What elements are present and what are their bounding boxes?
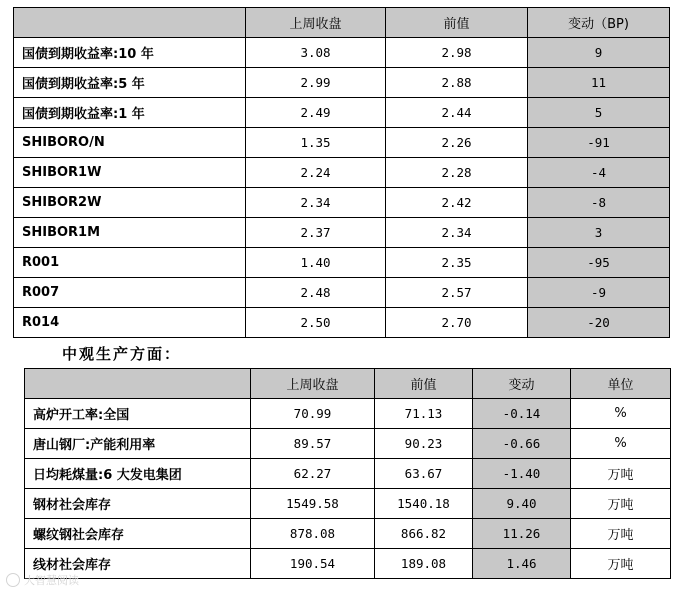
production-header-close: 上周收盘	[251, 369, 375, 399]
row-label: 唐山钢厂:产能利用率	[25, 429, 251, 459]
prev-value: 2.70	[386, 308, 528, 338]
close-value: 2.34	[246, 188, 386, 218]
logo-icon	[6, 573, 20, 587]
prev-value: 2.34	[386, 218, 528, 248]
table-row	[25, 549, 671, 579]
rates-header-blank	[14, 8, 246, 38]
change-value: -1.40	[473, 459, 571, 489]
prev-value: 2.98	[386, 38, 528, 68]
production-header-prev: 前值	[375, 369, 473, 399]
row-label: R001	[14, 248, 246, 278]
row-label: R007	[14, 278, 246, 308]
close-value: 3.08	[246, 38, 386, 68]
table-row	[14, 308, 670, 338]
row-label: 线材社会库存	[25, 549, 251, 579]
change-value: -0.66	[473, 429, 571, 459]
table-row	[25, 519, 671, 549]
production-header-unit: 单位	[571, 369, 671, 399]
change-value: -9	[528, 278, 670, 308]
table-row	[14, 68, 670, 98]
prev-value: 2.44	[386, 98, 528, 128]
close-value: 190.54	[251, 549, 375, 579]
row-label: 国债到期收益率:1 年	[14, 98, 246, 128]
change-value: 9	[528, 38, 670, 68]
unit-value: %	[571, 399, 671, 429]
prev-value: 71.13	[375, 399, 473, 429]
row-label: 螺纹钢社会库存	[25, 519, 251, 549]
table-row	[14, 218, 670, 248]
prev-value: 90.23	[375, 429, 473, 459]
close-value: 2.37	[246, 218, 386, 248]
change-value: -91	[528, 128, 670, 158]
watermark-text: 大智慧阅读	[24, 574, 79, 587]
row-label: 国债到期收益率:5 年	[14, 68, 246, 98]
row-label: SHIBORO/N	[14, 128, 246, 158]
change-value: -95	[528, 248, 670, 278]
change-value: 3	[528, 218, 670, 248]
row-label: 日均耗煤量:6 大发电集团	[25, 459, 251, 489]
change-value: 11	[528, 68, 670, 98]
close-value: 70.99	[251, 399, 375, 429]
row-label: R014	[14, 308, 246, 338]
rates-header-close: 上周收盘	[246, 8, 386, 38]
change-value: 1.46	[473, 549, 571, 579]
prev-value: 2.57	[386, 278, 528, 308]
unit-value: 万吨	[571, 459, 671, 489]
rates-header-prev: 前值	[386, 8, 528, 38]
close-value: 1.40	[246, 248, 386, 278]
table-row	[14, 248, 670, 278]
prev-value: 2.42	[386, 188, 528, 218]
prev-value: 2.35	[386, 248, 528, 278]
prev-value: 2.28	[386, 158, 528, 188]
production-header-row	[25, 369, 671, 399]
row-label: 钢材社会库存	[25, 489, 251, 519]
table-row	[14, 128, 670, 158]
table-row	[14, 158, 670, 188]
change-value: 5	[528, 98, 670, 128]
change-value: -20	[528, 308, 670, 338]
rates-header-row	[14, 8, 670, 38]
table-row	[25, 429, 671, 459]
close-value: 2.50	[246, 308, 386, 338]
production-table	[24, 368, 671, 579]
prev-value: 2.26	[386, 128, 528, 158]
table-row	[14, 188, 670, 218]
watermark	[6, 572, 79, 588]
close-value: 2.24	[246, 158, 386, 188]
unit-value: 万吨	[571, 489, 671, 519]
prev-value: 1540.18	[375, 489, 473, 519]
unit-value: 万吨	[571, 519, 671, 549]
change-value: 9.40	[473, 489, 571, 519]
close-value: 2.49	[246, 98, 386, 128]
table-row	[25, 489, 671, 519]
table-row	[14, 38, 670, 68]
change-value: -0.14	[473, 399, 571, 429]
prev-value: 2.88	[386, 68, 528, 98]
row-label: 高炉开工率:全国	[25, 399, 251, 429]
prev-value: 63.67	[375, 459, 473, 489]
row-label: SHIBOR1W	[14, 158, 246, 188]
table-row	[25, 399, 671, 429]
table-row	[14, 278, 670, 308]
row-label: SHIBOR2W	[14, 188, 246, 218]
change-value: -8	[528, 188, 670, 218]
rates-table	[13, 7, 670, 338]
prev-value: 866.82	[375, 519, 473, 549]
row-label: SHIBOR1M	[14, 218, 246, 248]
change-value: 11.26	[473, 519, 571, 549]
close-value: 878.08	[251, 519, 375, 549]
section-title: 中观生产方面：	[62, 345, 182, 363]
table-row	[14, 98, 670, 128]
close-value: 1.35	[246, 128, 386, 158]
close-value: 89.57	[251, 429, 375, 459]
close-value: 62.27	[251, 459, 375, 489]
row-label: 国债到期收益率:10 年	[14, 38, 246, 68]
rates-header-change: 变动（BP)	[528, 8, 670, 38]
production-header-change: 变动	[473, 369, 571, 399]
close-value: 2.48	[246, 278, 386, 308]
prev-value: 189.08	[375, 549, 473, 579]
unit-value: %	[571, 429, 671, 459]
table-row	[25, 459, 671, 489]
production-header-blank	[25, 369, 251, 399]
close-value: 1549.58	[251, 489, 375, 519]
change-value: -4	[528, 158, 670, 188]
close-value: 2.99	[246, 68, 386, 98]
unit-value: 万吨	[571, 549, 671, 579]
